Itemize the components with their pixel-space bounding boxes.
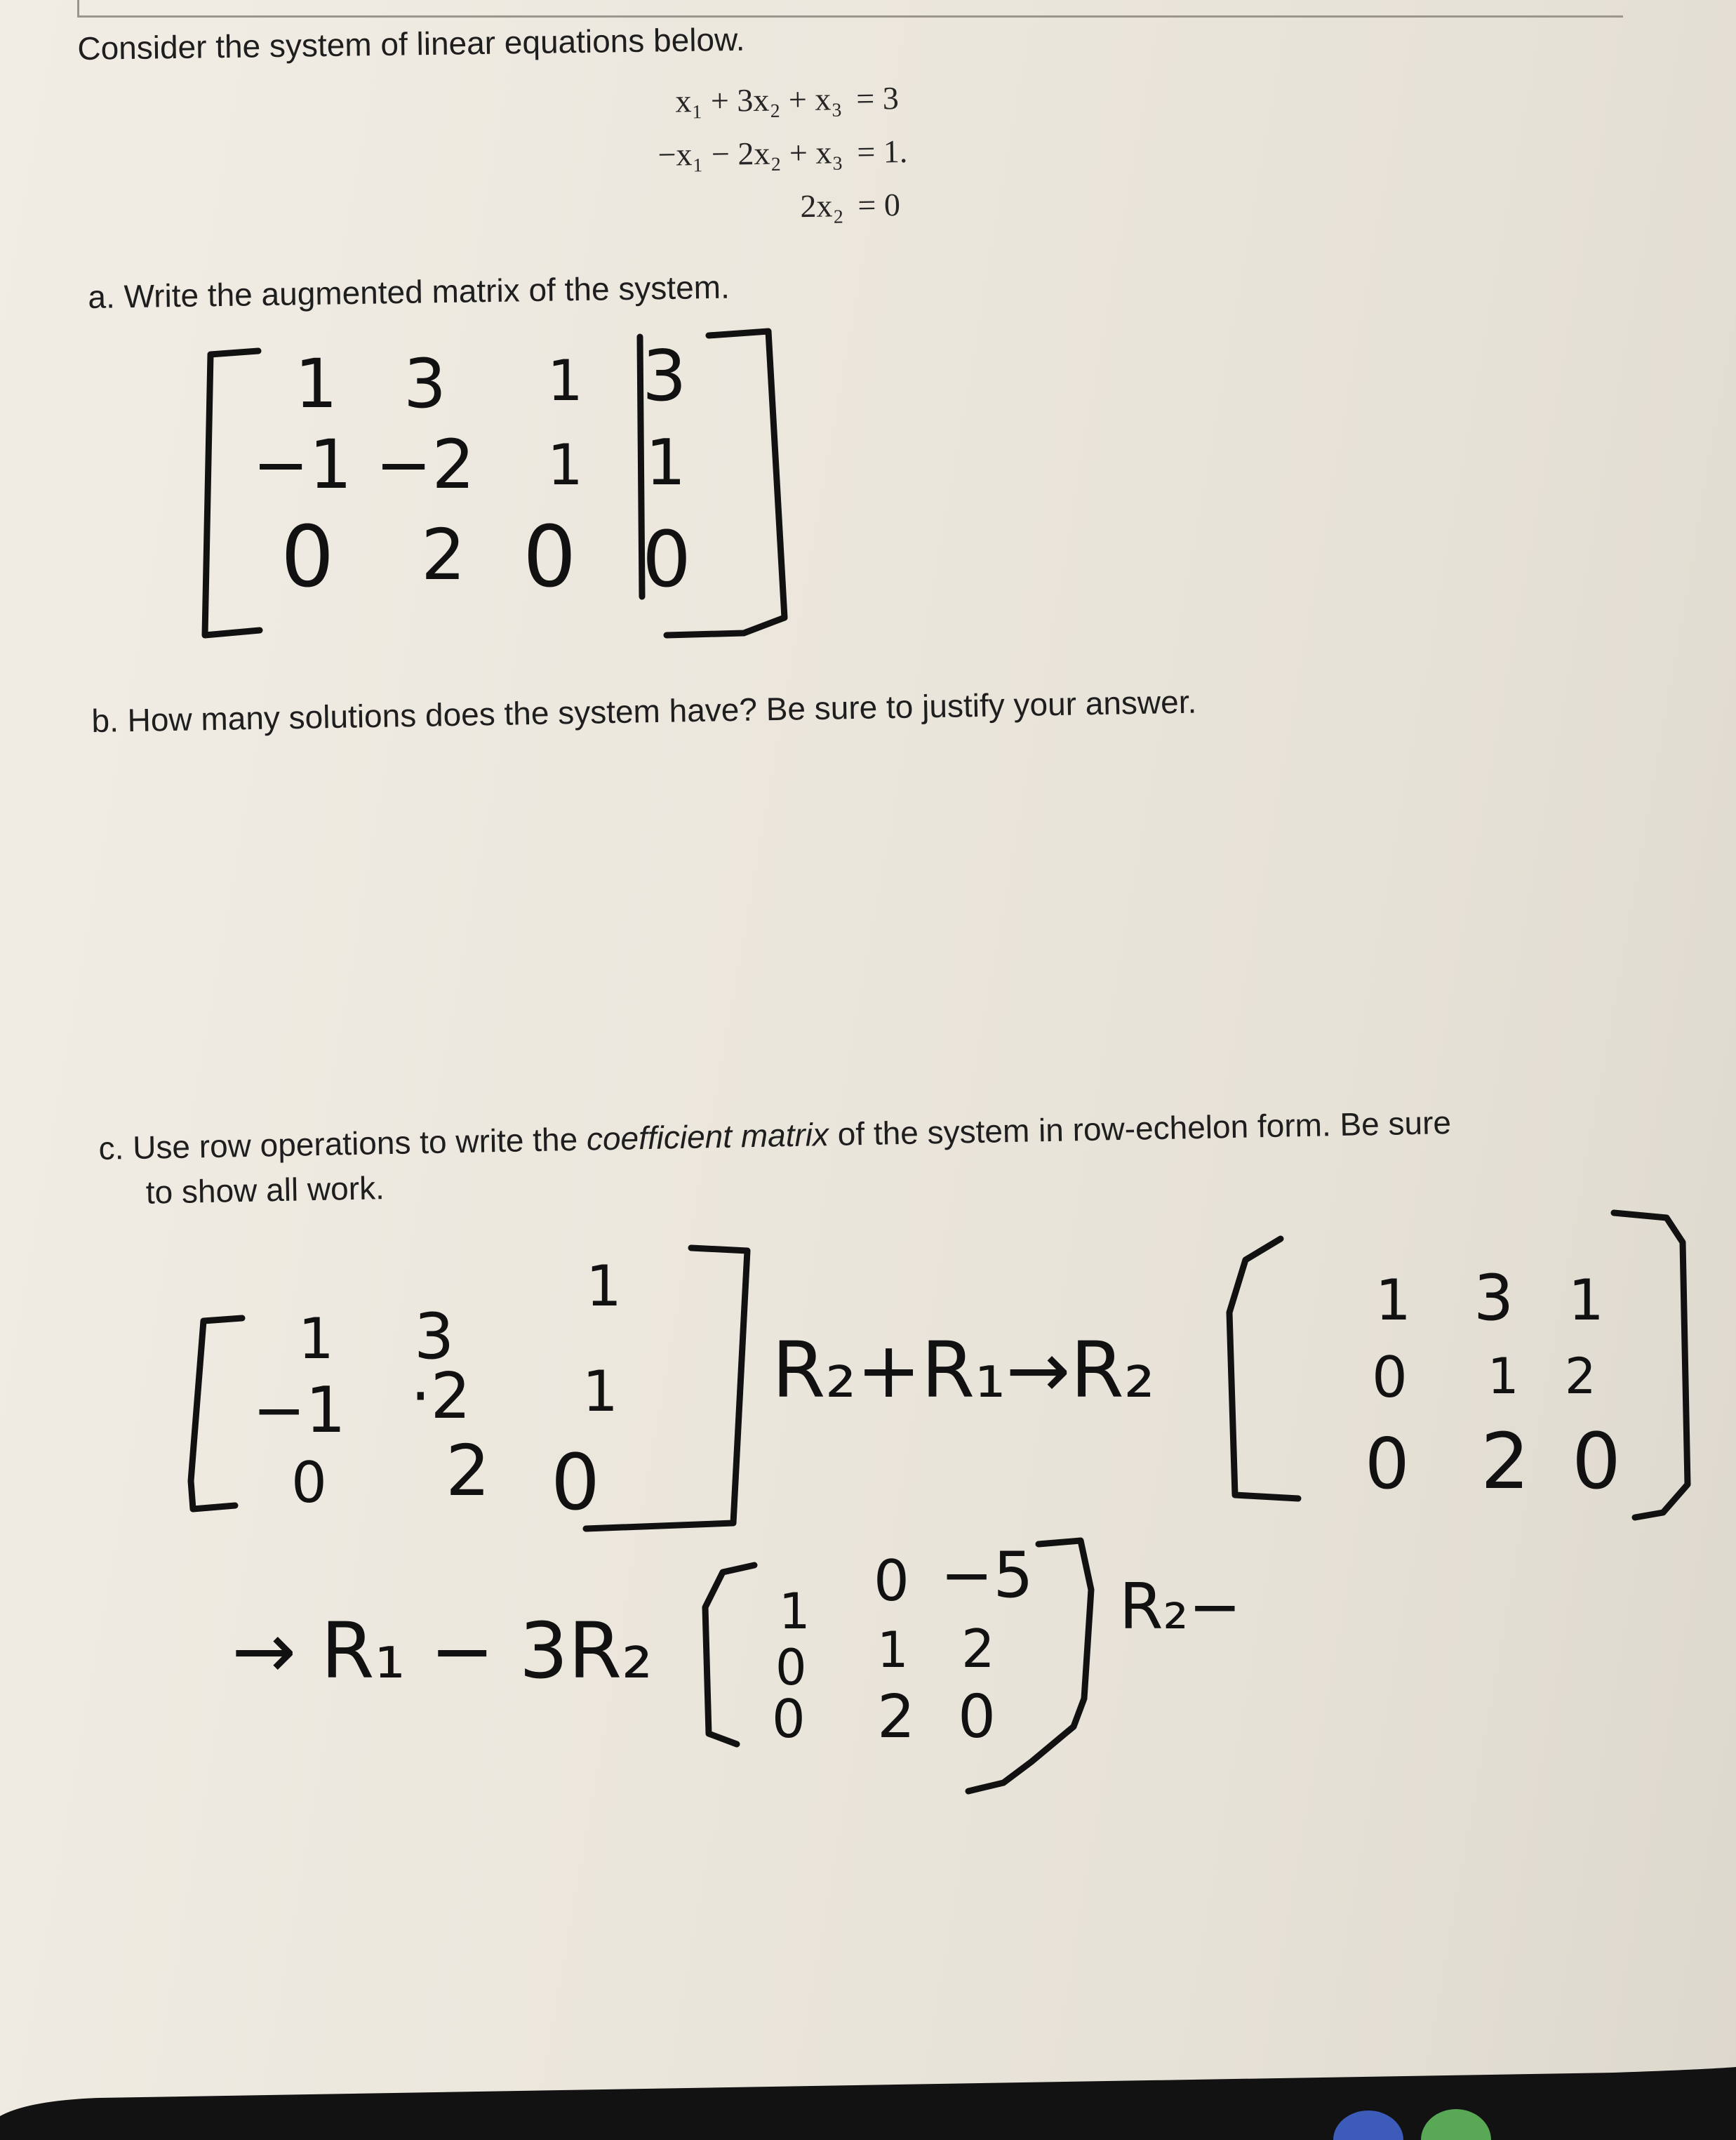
matrix-entry: 0 (1372, 1345, 1408, 1410)
matrix-entry: −1 (253, 1374, 346, 1447)
left-bracket (705, 1565, 754, 1744)
work-matrix-1 (191, 1248, 747, 1529)
matrix-entry: 1 (295, 345, 338, 423)
matrix-entry: 0 (874, 1548, 909, 1614)
matrix-entry: 1 (646, 426, 686, 500)
matrix-entry: 1 (1375, 1268, 1411, 1333)
question-b-text: How many solutions does the system have? Be sure to justify your answer. (127, 683, 1197, 739)
matrix-entry: 0 (642, 514, 691, 604)
equation-rhs: = 1. (857, 133, 908, 170)
equation-rhs: = 0 (857, 187, 901, 223)
matrix-entry: −1 (253, 425, 352, 504)
work-matrix-2 (1229, 1213, 1688, 1517)
left-bracket (191, 1318, 242, 1509)
row-operation-2: → R₁ − 3R₂ (232, 1606, 653, 1696)
problem-intro: Consider the system of linear equations below. (77, 20, 745, 67)
question-c-text-after: of the system in row-echelon form. Be sure (828, 1103, 1452, 1153)
matrix-entry: 0 (291, 1450, 327, 1515)
matrix-entry: 0 (958, 1682, 996, 1752)
matrix-entry: 2 (1565, 1348, 1596, 1405)
equation-rhs: = 3 (855, 80, 900, 117)
matrix-entry: 1 (547, 348, 583, 413)
matrix-entry: 2 (1481, 1416, 1530, 1506)
matrix-entry: 3 (414, 1300, 455, 1374)
question-a-text: Write the augmented matrix of the system. (123, 268, 730, 315)
matrix-entry: 0 (772, 1688, 806, 1750)
question-c-text-before: Use row operations to write the (132, 1120, 587, 1167)
matrix-entry: 3 (642, 335, 687, 417)
matrix-entry: 1 (586, 1254, 622, 1319)
matrix-entry: 1 (547, 432, 583, 498)
matrix-entry: 0 (523, 509, 577, 606)
row-operation-1: R₂+R₁→R₂ (772, 1325, 1155, 1415)
matrix-entry: 3 (403, 345, 447, 423)
matrix-entry: 1 (779, 1583, 810, 1640)
matrix-entry: 0 (1365, 1423, 1410, 1505)
matrix-entry: 0 (1572, 1416, 1621, 1506)
matrix-entry: −2 (375, 425, 475, 504)
left-bracket (205, 351, 260, 635)
matrix-entry: −5 (940, 1538, 1034, 1612)
question-c-text-line2: to show all work. (145, 1169, 385, 1211)
matrix-entry: 0 (281, 509, 335, 606)
matrix-entry: 2 (877, 1682, 916, 1752)
equation-lhs: −x₁ − 2x₂ + x₃ (657, 134, 843, 173)
matrix-entry: 3 (1474, 1261, 1514, 1335)
matrix-entry: 1 (1568, 1268, 1604, 1333)
augmented-matrix (205, 331, 784, 635)
matrix-entry: 2 (446, 1430, 490, 1512)
question-b-label: b. (91, 702, 119, 739)
matrix-entry: 2 (421, 514, 466, 596)
row-operation-3: R₂− (1119, 1570, 1242, 1644)
equation-lhs: 2x₂ (800, 187, 844, 225)
device-dock-edge (0, 2067, 1736, 2140)
matrix-entry: 0 (551, 1437, 600, 1527)
equation-lhs: x₁ + 3x₂ + x₃ (675, 81, 843, 119)
question-a-label: a. (88, 278, 116, 315)
work-matrix-3 (705, 1538, 1091, 1791)
matrix-entry: 1 (877, 1621, 909, 1679)
question-c-label: c. (98, 1129, 124, 1167)
left-bracket (1229, 1239, 1298, 1498)
matrix-entry: ·2 (410, 1360, 471, 1433)
matrix-entry: 1 (298, 1306, 334, 1371)
question-c-emphasis: coefficient matrix (586, 1116, 829, 1157)
matrix-entry: 1 (582, 1359, 618, 1424)
matrix-entry: 2 (961, 1618, 995, 1680)
right-bracket (1614, 1213, 1688, 1517)
matrix-entry: 0 (775, 1639, 807, 1696)
matrix-entry: 1 (1488, 1348, 1519, 1405)
